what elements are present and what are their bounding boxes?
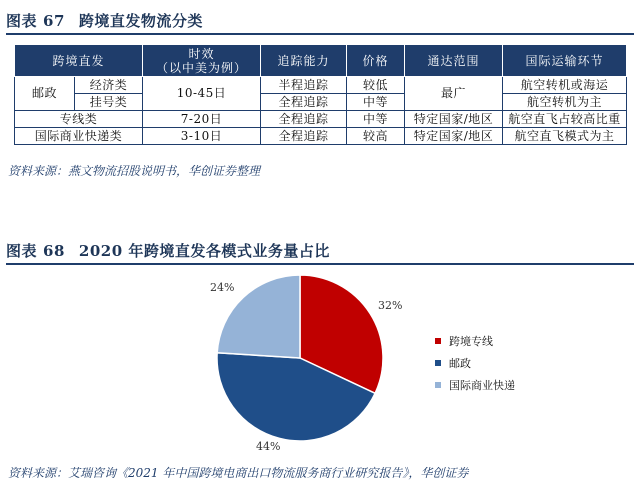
cell-transport: 航空直飞占较高比重: [503, 111, 627, 128]
cell-subtype: 经济类: [75, 77, 143, 94]
header-transport: 国际运输环节: [503, 45, 627, 77]
figure-68-heading: 2020 年跨境直发各模式业务量占比: [78, 242, 330, 260]
cell-postal-group: 邮政: [15, 77, 75, 111]
cell-time: 3-10日: [143, 128, 261, 145]
cell-tracking: 全程追踪: [261, 111, 347, 128]
legend-label: 国际商业快递: [449, 379, 515, 392]
header-timeliness: 时效 （以中美为例）: [143, 45, 261, 77]
cell-mode-name: 专线类: [15, 111, 143, 128]
cell-transport: 航空直飞模式为主: [503, 128, 627, 145]
header-cross-border: 跨境直发: [15, 45, 143, 77]
figure-68-source: 资料来源：艾瑞咨询《2021 年中国跨境电商出口物流服务商行业研究报告》，华创证券: [8, 466, 469, 480]
figure-67-number: 67: [43, 12, 65, 30]
cell-tracking: 全程追踪: [261, 128, 347, 145]
legend-item: [435, 330, 515, 352]
cell-transport: 航空转机或海运: [503, 77, 627, 94]
cell-time: 7-20日: [143, 111, 261, 128]
cell-price: 中等: [347, 111, 405, 128]
figure-67-label: 图表: [6, 12, 38, 30]
cell-reach: 特定国家/地区: [405, 128, 503, 145]
cell-reach: 特定国家/地区: [405, 111, 503, 128]
legend-swatch-postal: [435, 360, 441, 366]
figure-68-label: 图表: [6, 242, 38, 260]
legend-item: [435, 352, 515, 374]
legend-swatch-express: [435, 382, 441, 388]
cell-price: 较高: [347, 128, 405, 145]
cell-tracking: 全程追踪: [261, 94, 347, 111]
legend-label: 邮政: [449, 357, 471, 370]
cell-reach: 最广: [405, 77, 503, 111]
legend-swatch-cross-border-line: [435, 338, 441, 344]
figure-68-number: 68: [43, 242, 65, 260]
figure-67-source: 资料来源：燕文物流招股说明书，华创证券整理: [8, 164, 261, 178]
data-label-express: 24%: [210, 281, 235, 294]
cell-mode-name: 国际商业快递类: [15, 128, 143, 145]
legend-label: 跨境专线: [449, 335, 493, 348]
chart-legend: [435, 330, 515, 396]
cell-subtype: 挂号类: [75, 94, 143, 111]
cell-price: 中等: [347, 94, 405, 111]
figure-67-heading: 跨境直发物流分类: [78, 12, 203, 30]
legend-item: [435, 374, 515, 396]
header-price: 价格: [347, 45, 405, 77]
header-reach: 通达范围: [405, 45, 503, 77]
data-label-cross-border-line: 32%: [378, 299, 403, 312]
cell-time: 10-45日: [143, 77, 261, 111]
cell-price: 较低: [347, 77, 405, 94]
cell-tracking: 半程追踪: [261, 77, 347, 94]
cell-transport: 航空转机为主: [503, 94, 627, 111]
header-tracking: 追踪能力: [261, 45, 347, 77]
data-label-postal: 44%: [256, 440, 281, 453]
